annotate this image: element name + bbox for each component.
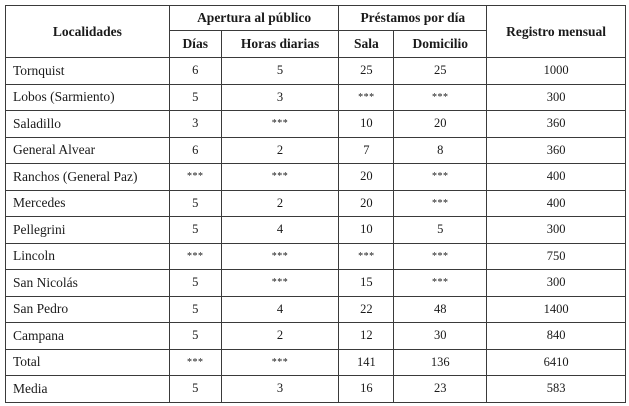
table-row xyxy=(6,111,626,138)
cell-dias: 5 xyxy=(169,376,221,403)
cell-localidad: Media xyxy=(6,376,170,403)
cell-sala: *** xyxy=(339,243,394,270)
cell-sala: *** xyxy=(339,84,394,111)
table-body xyxy=(6,58,626,403)
cell-sala: 25 xyxy=(339,58,394,85)
cell-horas: *** xyxy=(221,349,339,376)
cell-registro: 750 xyxy=(487,243,626,270)
header-prestamos: Préstamos por día xyxy=(339,6,487,31)
cell-horas: *** xyxy=(221,164,339,191)
cell-sala: 22 xyxy=(339,296,394,323)
cell-registro: 360 xyxy=(487,111,626,138)
header-domicilio: Domicilio xyxy=(394,31,487,58)
cell-registro: 300 xyxy=(487,217,626,244)
cell-horas: 5 xyxy=(221,58,339,85)
table-row xyxy=(6,376,626,403)
cell-dias: *** xyxy=(169,349,221,376)
header-registro: Registro mensual xyxy=(487,6,626,58)
cell-registro: 300 xyxy=(487,270,626,297)
cell-registro: 300 xyxy=(487,84,626,111)
header-dias: Días xyxy=(169,31,221,58)
cell-registro: 1400 xyxy=(487,296,626,323)
cell-horas: 3 xyxy=(221,84,339,111)
cell-dias: 5 xyxy=(169,323,221,350)
table-row xyxy=(6,84,626,111)
cell-localidad: Mercedes xyxy=(6,190,170,217)
cell-domicilio: 48 xyxy=(394,296,487,323)
cell-registro: 840 xyxy=(487,323,626,350)
cell-domicilio: 5 xyxy=(394,217,487,244)
cell-registro: 1000 xyxy=(487,58,626,85)
cell-dias: 3 xyxy=(169,111,221,138)
cell-sala: 20 xyxy=(339,190,394,217)
cell-localidad: Tornquist xyxy=(6,58,170,85)
cell-localidad: Lincoln xyxy=(6,243,170,270)
table-row xyxy=(6,243,626,270)
cell-dias: 5 xyxy=(169,296,221,323)
cell-localidad: Ranchos (General Paz) xyxy=(6,164,170,191)
header-apertura: Apertura al público xyxy=(169,6,339,31)
cell-domicilio: *** xyxy=(394,270,487,297)
cell-localidad: San Nicolás xyxy=(6,270,170,297)
cell-sala: 20 xyxy=(339,164,394,191)
table-row xyxy=(6,217,626,244)
cell-domicilio: *** xyxy=(394,243,487,270)
cell-localidad: Campana xyxy=(6,323,170,350)
cell-sala: 7 xyxy=(339,137,394,164)
cell-localidad: Saladillo xyxy=(6,111,170,138)
cell-domicilio: 136 xyxy=(394,349,487,376)
cell-dias: 6 xyxy=(169,137,221,164)
cell-registro: 400 xyxy=(487,190,626,217)
cell-sala: 141 xyxy=(339,349,394,376)
cell-dias: 5 xyxy=(169,270,221,297)
cell-dias: 5 xyxy=(169,190,221,217)
table-row xyxy=(6,349,626,376)
cell-domicilio: 8 xyxy=(394,137,487,164)
cell-registro: 400 xyxy=(487,164,626,191)
cell-horas: 4 xyxy=(221,296,339,323)
cell-localidad: Total xyxy=(6,349,170,376)
header-row-top xyxy=(6,6,626,31)
cell-localidad: San Pedro xyxy=(6,296,170,323)
cell-sala: 10 xyxy=(339,111,394,138)
library-statistics-table xyxy=(5,5,626,403)
cell-sala: 10 xyxy=(339,217,394,244)
header-localidades: Localidades xyxy=(6,6,170,58)
cell-domicilio: 25 xyxy=(394,58,487,85)
cell-dias: 5 xyxy=(169,84,221,111)
cell-horas: *** xyxy=(221,111,339,138)
table-row xyxy=(6,164,626,191)
cell-registro: 6410 xyxy=(487,349,626,376)
cell-domicilio: *** xyxy=(394,190,487,217)
header-sala: Sala xyxy=(339,31,394,58)
cell-sala: 16 xyxy=(339,376,394,403)
cell-dias: *** xyxy=(169,164,221,191)
table-row xyxy=(6,323,626,350)
cell-sala: 15 xyxy=(339,270,394,297)
cell-sala: 12 xyxy=(339,323,394,350)
table-row xyxy=(6,296,626,323)
cell-horas: *** xyxy=(221,243,339,270)
cell-domicilio: *** xyxy=(394,84,487,111)
cell-dias: 6 xyxy=(169,58,221,85)
cell-domicilio: 23 xyxy=(394,376,487,403)
cell-registro: 360 xyxy=(487,137,626,164)
cell-horas: 4 xyxy=(221,217,339,244)
cell-domicilio: 20 xyxy=(394,111,487,138)
cell-localidad: Lobos (Sarmiento) xyxy=(6,84,170,111)
cell-horas: 2 xyxy=(221,137,339,164)
cell-localidad: General Alvear xyxy=(6,137,170,164)
cell-registro: 583 xyxy=(487,376,626,403)
table-row xyxy=(6,137,626,164)
cell-horas: 3 xyxy=(221,376,339,403)
cell-horas: *** xyxy=(221,270,339,297)
table-row xyxy=(6,270,626,297)
cell-horas: 2 xyxy=(221,190,339,217)
cell-dias: *** xyxy=(169,243,221,270)
cell-domicilio: *** xyxy=(394,164,487,191)
cell-horas: 2 xyxy=(221,323,339,350)
table-row xyxy=(6,190,626,217)
cell-localidad: Pellegrini xyxy=(6,217,170,244)
table-row xyxy=(6,58,626,85)
header-horas: Horas diarias xyxy=(221,31,339,58)
cell-dias: 5 xyxy=(169,217,221,244)
cell-domicilio: 30 xyxy=(394,323,487,350)
